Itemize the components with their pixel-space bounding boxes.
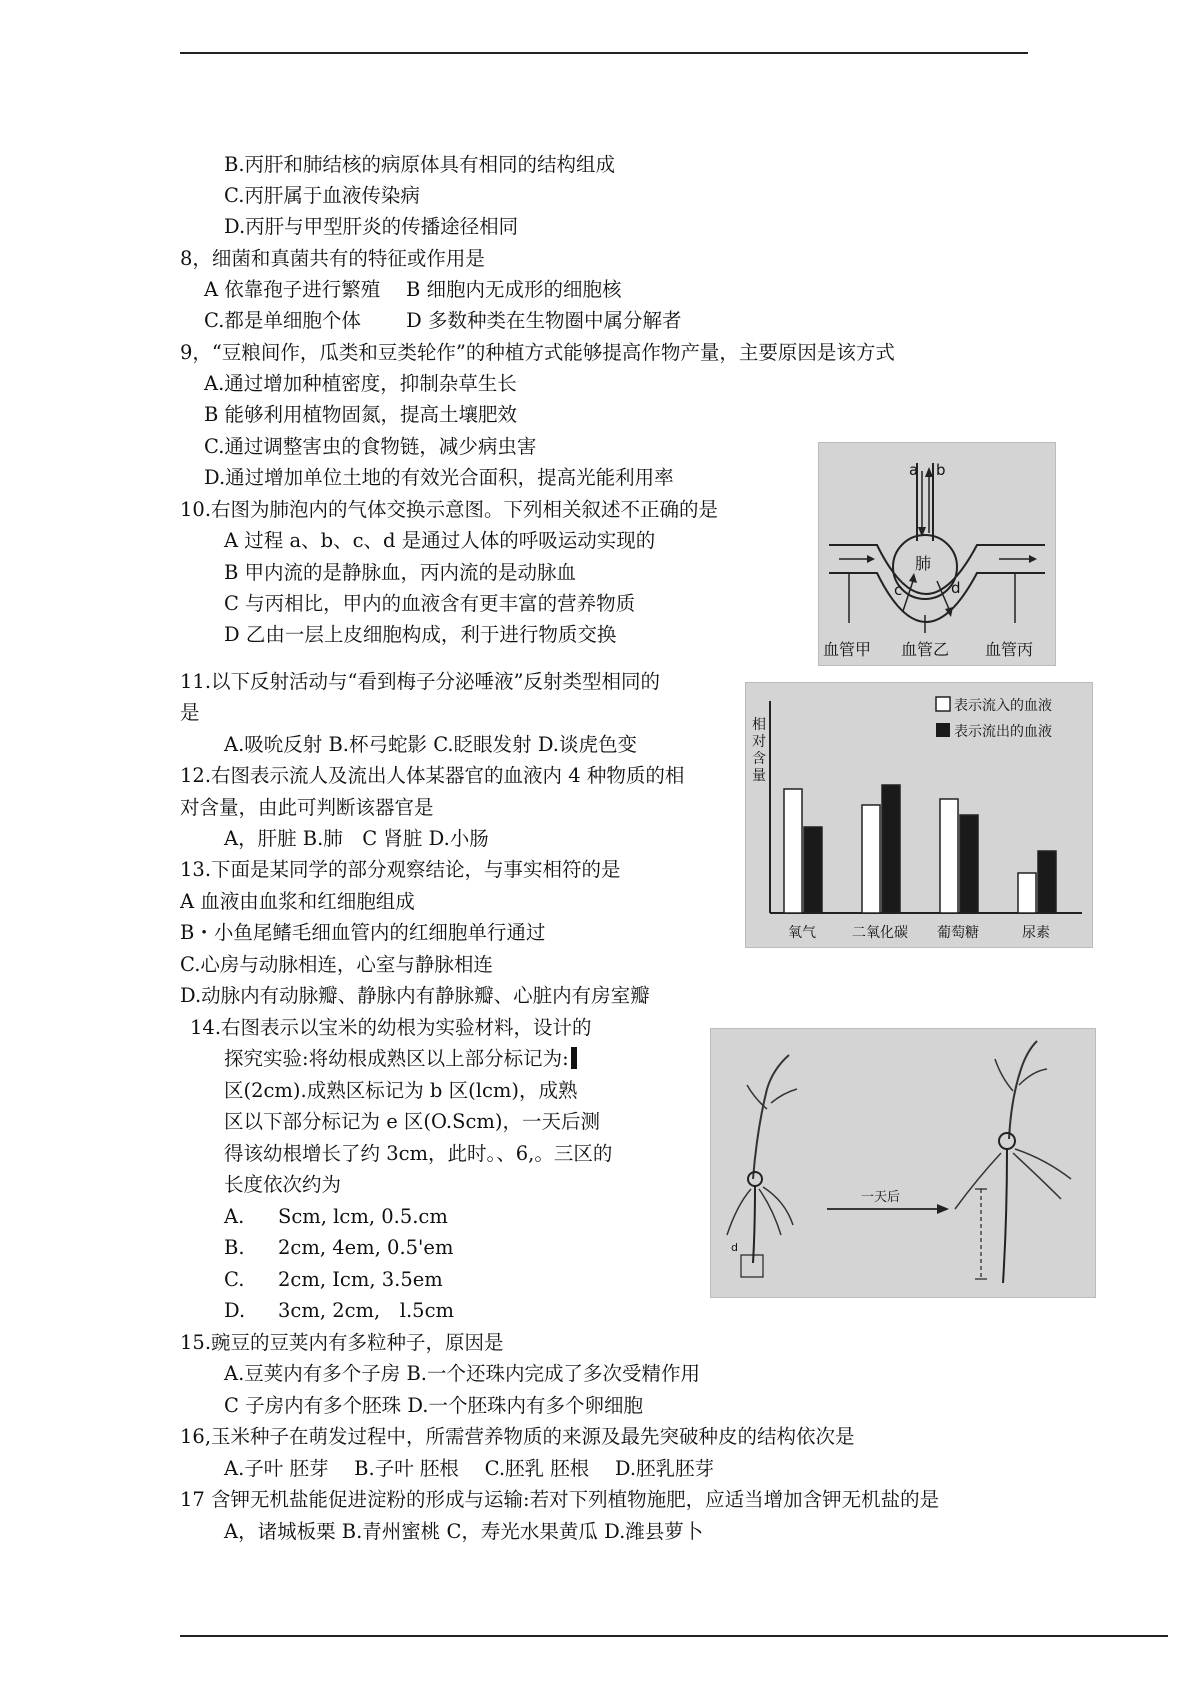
q15-options-cd: C 子房内有多个胚珠 D.一个胚珠内有多个卵细胞 xyxy=(224,1394,643,1417)
q14-option-c-key: C. xyxy=(224,1268,245,1291)
bar-out-0 xyxy=(804,827,822,913)
legend-swatch-in xyxy=(936,697,950,711)
y-label-char: 相 xyxy=(752,717,766,733)
fig1-label-a: a xyxy=(909,461,919,479)
q13-option-a: A 血液由血浆和红细胞组成 xyxy=(180,890,415,913)
fig1-vessel-1: 血管甲 xyxy=(823,640,872,659)
q16-stem: 16,玉米种子在萌发过程中，所需营养物质的来源及最先突破种皮的结构依次是 xyxy=(180,1425,855,1448)
fig1-label-d: d xyxy=(951,579,961,597)
q14-stem-line6: 长度依次约为 xyxy=(224,1173,342,1196)
q7-option-c: C.丙肝属于血液传染病 xyxy=(224,184,420,207)
q9-option-d: D.通过增加单位土地的有效光合面积，提高光能利用率 xyxy=(204,466,674,489)
q14-option-c-value: 2cm, Icm, 3.5em xyxy=(278,1268,443,1291)
q10-option-c: C 与丙相比，甲内的血液含有更丰富的营养物质 xyxy=(224,592,636,615)
q10-option-b: B 甲内流的是静脉血，丙内流的是动脉血 xyxy=(224,561,577,584)
fig1-label-lung: 肺 xyxy=(915,554,932,573)
footer-rule xyxy=(180,1635,1168,1637)
blood-substance-bar-chart xyxy=(745,682,1093,948)
bar-in-0 xyxy=(784,789,802,913)
x-tick-label: 葡萄糖 xyxy=(937,925,979,941)
q10-option-d: D 乙由一层上皮细胞构成，利于进行物质交换 xyxy=(224,623,617,646)
q7-option-d: D.丙肝与甲型肝炎的传播途径相同 xyxy=(224,215,519,238)
q14-stem-line3: 区(2cm).成熟区标记为 b 区(lcm)，成熟 xyxy=(224,1079,578,1102)
q17-stem: 17 含钾无机盐能促进淀粉的形成与运输:若对下列植物施肥，应适当增加含钾无机盐的是 xyxy=(180,1488,940,1511)
legend-label-in: 表示流入的血液 xyxy=(954,698,1052,714)
legend-label-out: 表示流出的血液 xyxy=(954,724,1052,740)
q13-stem: 13.下面是某同学的部分观察结论，与事实相符的是 xyxy=(180,858,621,881)
q14-option-b-key: B. xyxy=(224,1236,245,1259)
fig1-vessel-2: 血管乙 xyxy=(901,640,950,659)
fig1-label-c: c xyxy=(894,581,903,599)
x-tick-label: 二氧化碳 xyxy=(852,925,908,941)
header-rule xyxy=(180,52,1028,54)
q14-option-d-key: D. xyxy=(224,1299,246,1322)
q15-options-ab: A.豆荚内有多个子房 B.一个还珠内完成了多次受精作用 xyxy=(224,1362,701,1385)
q10-stem: 10.右图为肺泡内的气体交换示意图。下列相关叙述不正确的是 xyxy=(180,498,719,521)
y-label-char: 量 xyxy=(752,768,766,784)
fig1-vessel-3: 血管丙 xyxy=(985,640,1034,659)
q13-option-b: B・小鱼尾鳍毛细血管内的红细胞单行通过 xyxy=(180,921,546,944)
q11-options: A.吸吮反射 B.杯弓蛇影 C.眨眼发射 D.谈虎色变 xyxy=(224,733,637,756)
x-tick-label: 氧气 xyxy=(788,925,816,941)
q16-options: A.子叶 胚芽 B.子叶 胚根 C.胚乳 胚根 D.胚乳胚芽 xyxy=(224,1457,715,1480)
text-cursor-mark xyxy=(571,1047,577,1069)
bar-out-3 xyxy=(1038,851,1056,913)
fig3-arrow-label: 一天后 xyxy=(861,1190,901,1205)
q14-option-d-value: 3cm, 2cm, l.5cm xyxy=(278,1299,454,1322)
q14-stem-line2-text: 探究实验:将幼根成熟区以上部分标记为: xyxy=(224,1047,569,1070)
fig1-label-b: b xyxy=(936,461,946,479)
q14-stem-line4: 区以下部分标记为 e 区(O.Scm)，一天后测 xyxy=(224,1110,600,1133)
q9-option-b: B 能够利用植物固氮，提高土壤肥效 xyxy=(204,403,518,426)
q14-stem-line1: 14.右图表示以宝米的幼根为实验材料，设计的 xyxy=(190,1016,592,1039)
q13-option-d: D.动脉内有动脉瓣、静脉内有静脉瓣、心脏内有房室瓣 xyxy=(180,984,650,1007)
q14-option-a-value: Scm, lcm, 0.5.cm xyxy=(278,1205,448,1228)
q8-options-cd: C.都是单细胞个体 D 多数种类在生物圈中属分解者 xyxy=(204,309,682,332)
corn-root-growth-figure xyxy=(710,1028,1096,1298)
q14-option-a-key: A. xyxy=(224,1205,245,1228)
q12-stem-line2: 对含量，由此可判断该器官是 xyxy=(180,796,434,819)
y-label-char: 含 xyxy=(752,751,766,767)
q12-options: A，肝脏 B.肺 C 肾脏 D.小肠 xyxy=(224,827,489,850)
q10-option-a: A 过程 a、b、c、d 是通过人体的呼吸运动实现的 xyxy=(224,529,656,552)
fig3-label-d: d xyxy=(731,1241,738,1254)
q9-option-a: A.通过增加种植密度，抑制杂草生长 xyxy=(204,372,517,395)
q17-options: A，诸城板栗 B.青州蜜桃 C，寿光水果黄瓜 D.潍县萝卜 xyxy=(224,1520,704,1543)
q11-stem-line1: 11.以下反射活动与“看到梅子分泌唾液”反射类型相同的 xyxy=(180,670,660,693)
q13-option-c: C.心房与动脉相连，心室与静脉相连 xyxy=(180,953,493,976)
q14-stem-line5: 得该幼根增长了约 3cm，此时。、6,。三区的 xyxy=(224,1142,613,1165)
q8-stem: 8，细菌和真菌共有的特征或作用是 xyxy=(180,247,485,270)
bar-out-1 xyxy=(882,785,900,913)
q9-stem: 9，“豆粮间作，瓜类和豆类轮作”的种植方式能够提高作物产量，主要原因是该方式 xyxy=(180,341,895,364)
legend-swatch-out xyxy=(936,723,950,737)
bar-in-3 xyxy=(1018,873,1036,913)
y-label-char: 对 xyxy=(752,734,766,750)
q8-options-ab: A 依靠孢子进行繁殖 B 细胞内无成形的细胞核 xyxy=(204,278,622,301)
q11-stem-line2: 是 xyxy=(180,701,200,724)
chart-y-label xyxy=(752,716,766,784)
q12-stem-line1: 12.右图表示流人及流出人体某器官的血液内 4 种物质的相 xyxy=(180,764,685,787)
x-tick-label: 尿素 xyxy=(1022,925,1050,941)
q15-stem: 15.豌豆的豆荚内有多粒种子，原因是 xyxy=(180,1331,504,1354)
alveolus-gas-exchange-figure xyxy=(818,442,1056,666)
q7-option-b: B.丙肝和肺结核的病原体具有相同的结构组成 xyxy=(224,153,616,176)
bar-out-2 xyxy=(960,815,978,913)
q9-option-c: C.通过调整害虫的食物链，减少病虫害 xyxy=(204,435,537,458)
q14-option-b-value: 2cm, 4em, 0.5'em xyxy=(278,1236,454,1259)
bar-in-1 xyxy=(862,805,880,913)
bar-in-2 xyxy=(940,799,958,913)
q14-stem-line2 xyxy=(224,1046,577,1072)
